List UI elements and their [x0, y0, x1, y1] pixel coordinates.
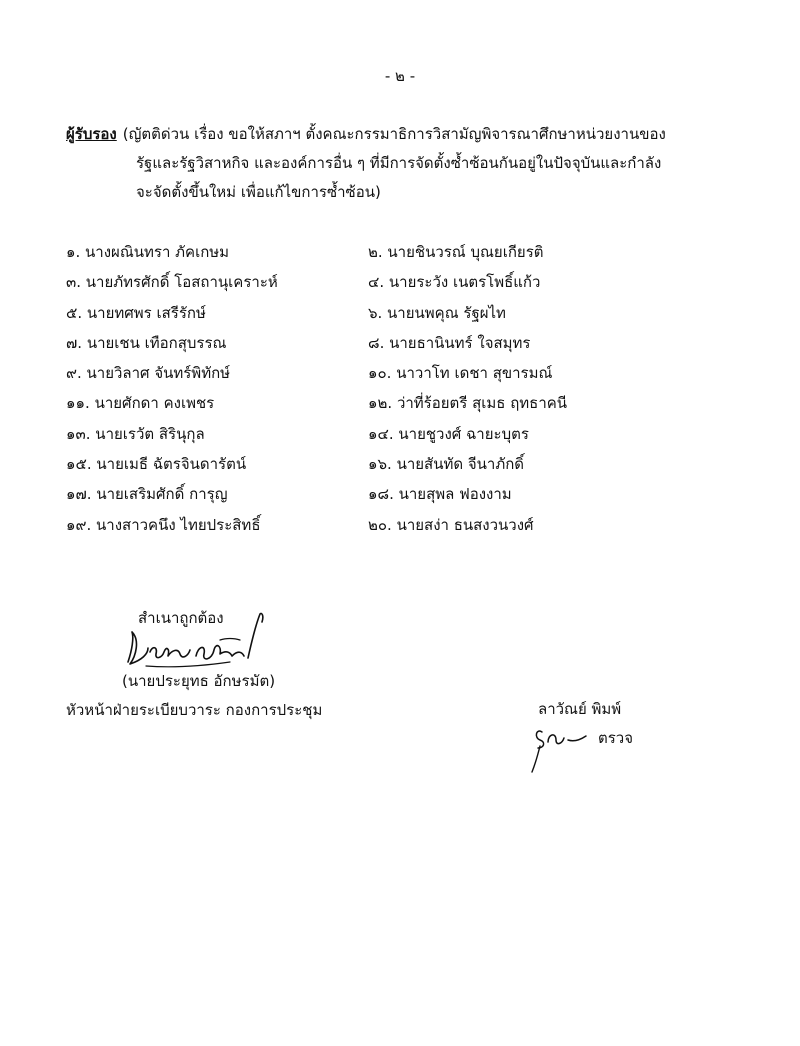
- endorser-item: ๑๘. นายสุพล ฟองงาม: [368, 485, 512, 504]
- endorser-item: ๒. นายชินวรณ์ บุณยเกียรติ: [368, 243, 544, 261]
- motion-text-line-2: รัฐและรัฐวิสาหกิจ และองค์การอื่น ๆ ที่มีการจัดตั้งซ้ำซ้อนกันอยู่ในปัจจุบันและกำลัง: [136, 154, 662, 172]
- endorser-item: ๑๕. นายเมธี ฉัตรจินดารัตน์: [66, 455, 247, 474]
- endorser-item: ๘. นายธานินทร์ ใจสมุทร: [368, 333, 531, 352]
- endorser-item: ๔. นายระวัง เนตรโพธิ์แก้ว: [368, 273, 541, 292]
- endorser-list-left: [66, 237, 386, 540]
- endorser-item: ๑๐. นาวาโท เดชา สุขารมณ์: [368, 364, 553, 383]
- certified-copy-label: สำเนาถูกต้อง: [138, 609, 224, 627]
- endorser-item: ๓. นายภัทรศักดิ์ โอสถานุเคราะห์: [66, 273, 278, 292]
- endorser-item: ๕. นายทศพร เสรีรักษ์: [66, 303, 206, 322]
- header-line-1: [66, 120, 756, 149]
- endorser-list-right: [368, 237, 688, 540]
- endorser-item: ๖. นายนพคุณ รัฐผไท: [368, 303, 506, 322]
- handwritten-initials: [524, 718, 594, 774]
- checked-label: ตรวจ: [598, 729, 634, 747]
- endorser-item: ๑๖. นายสันทัด จีนาภักดิ์: [368, 455, 525, 474]
- endorser-item: ๙. นายวิลาศ จันทร์พิทักษ์: [66, 364, 231, 383]
- page-number: - ๒ -: [384, 67, 416, 85]
- signer-position: หัวหน้าฝ่ายระเบียบวาระ กองการประชุม: [66, 701, 323, 719]
- motion-text-line-3: จะจัดตั้งขึ้นใหม่ เพื่อแก้ไขการซ้ำซ้อน): [136, 183, 381, 201]
- endorsers-label: ผู้รับรอง: [66, 125, 117, 143]
- endorser-item: ๑๗. นายเสริมศักดิ์ การุญ: [66, 485, 228, 504]
- endorser-item: ๑๓. นายเรวัต สิรินุกุล: [66, 424, 205, 443]
- endorser-item: ๑. นางผณินทรา ภัคเกษม: [66, 243, 230, 261]
- endorser-item: ๑๙. นางสาวคนึง ไทยประสิทธิ์: [66, 515, 261, 534]
- endorser-item: ๑๒. ว่าที่ร้อยตรี สุเมธ ฤทธาคนี: [368, 394, 568, 413]
- endorser-item: ๑๔. นายชูวงศ์ ฉายะบุตร: [368, 424, 529, 443]
- signer-name: (นายประยุทธ อักษรมัต): [122, 672, 276, 690]
- motion-text-line-1: (ญัตติด่วน เรื่อง ขอให้สภาฯ ตั้งคณะกรรมาธิการวิสามัญพิจารณาศึกษาหน่วยงานของ: [122, 125, 666, 143]
- typist-label: ลาวัณย์ พิมพ์: [538, 700, 622, 718]
- endorser-item: ๒๐. นายสง่า ธนสงวนวงศ์: [368, 515, 534, 534]
- endorser-item: ๗. นายเชน เทือกสุบรรณ: [66, 333, 227, 352]
- endorser-item: ๑๑. นายศักดา คงเพชร: [66, 394, 215, 413]
- handwritten-signature: [122, 610, 272, 678]
